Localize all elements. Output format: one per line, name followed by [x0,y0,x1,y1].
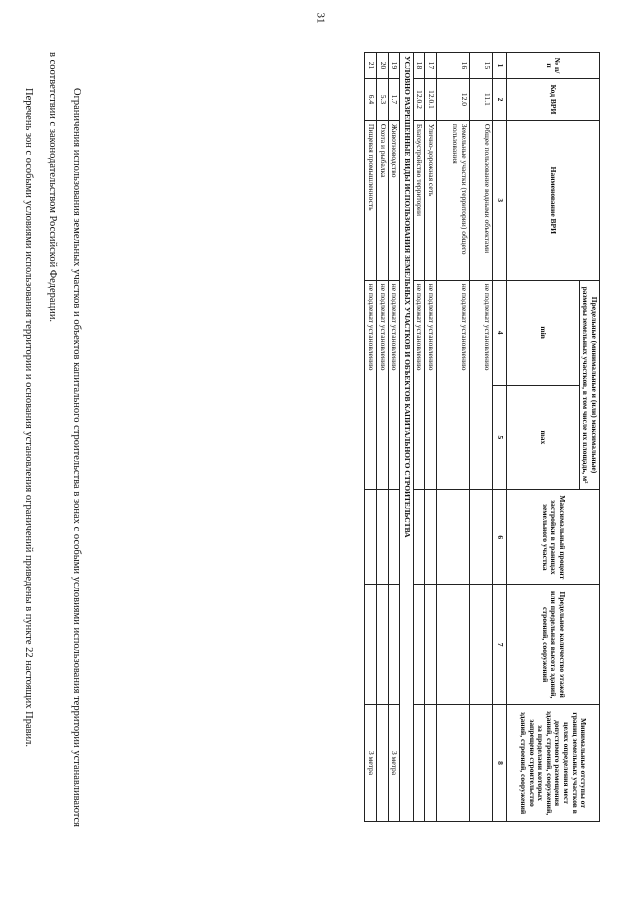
section-title: УСЛОВНО РАЗРЕШЕННЫЕ ВИДЫ ИСПОЛЬЗОВАНИЯ ЗЕМЕЛЬНЫХ УЧАСТКОВ И ОБЪЕКТОВ КАПИТАЛЬНОГО СТРОИТЕЛЬСТВА [400,53,414,822]
row-floors [365,585,377,705]
row-code: 12.0 [437,78,470,120]
row-code: 12.0.2 [413,78,425,120]
col-number: 4 [493,280,507,385]
row-number: 21 [365,53,377,79]
row-percent [377,490,389,585]
col-number: 5 [493,385,507,490]
zoning-table [364,52,600,822]
col-number: 6 [493,490,507,585]
row-offset: 3 метра [365,705,377,822]
header-size: Предельные (минимальные и (или) максимальные) размеры земельных участков, в том числе их площадь, м² [579,280,599,490]
header-number: № п/п [506,53,599,79]
col-number: 1 [493,53,507,79]
text-block [16,52,88,827]
column-numbers-row [493,53,507,822]
row-size: не подлежат установлению [425,280,437,490]
row-size: не подлежат установлению [377,280,389,490]
header-offsets: Минимальные отступы от границ земельных участков в целях определения мест допустимого размещения зданий, строений, сооружений, за пределами которых запрещено строительство зданий, строений, сооружений [506,705,599,822]
paragraph: Ограничения использования земельных участков и объектов капитального строительства в зонах с особыми условиями использования территории устанавливаются в соответствии с законодательством Российской Федерации. [47,52,82,827]
col-number: 2 [493,78,507,120]
row-floors [413,585,425,705]
row-offset [470,705,493,822]
row-name: Земельные участки (территории) общего пользования [437,120,470,280]
row-number: 18 [413,53,425,79]
row-number: 17 [425,53,437,79]
row-name: Пищевая промышленность [365,120,377,280]
header-floors: Предельное количество этажей или предельная высота зданий, строений, сооружений [506,585,599,705]
table-row [377,53,389,822]
row-size: не подлежат установлению [437,280,470,490]
row-offset [425,705,437,822]
page-number: 31 [314,12,326,24]
row-name: Общее пользование водными объектами [470,120,493,280]
row-name: Благоустройство территории [413,120,425,280]
section-title-row [400,53,414,822]
row-percent [413,490,425,585]
row-floors [437,585,470,705]
header-code: Код ВРИ [506,78,599,120]
table-row [365,53,377,822]
row-code: 12.0.1 [425,78,437,120]
row-code: 6.4 [365,78,377,120]
header-max: max [506,385,579,490]
row-offset [437,705,470,822]
table-row [413,53,425,822]
row-offset: 3 метра [388,705,400,822]
col-number: 3 [493,120,507,280]
row-offset [413,705,425,822]
row-code: 5.3 [377,78,389,120]
rotated-page-content [25,44,600,894]
row-floors [388,585,400,705]
col-number: 8 [493,705,507,822]
col-number: 7 [493,585,507,705]
row-number: 20 [377,53,389,79]
row-size: не подлежат установлению [388,280,400,490]
row-size: не подлежат установлению [470,280,493,490]
row-name: Животноводство [388,120,400,280]
row-name: Охота и рыбалка [377,120,389,280]
header-min: min [506,280,579,385]
row-offset [377,705,389,822]
row-size: не подлежат установлению [365,280,377,490]
row-number: 19 [388,53,400,79]
row-percent [425,490,437,585]
row-size: не подлежат установлению [413,280,425,490]
row-percent [470,490,493,585]
row-code: 1.7 [388,78,400,120]
table-row [437,53,470,822]
row-floors [377,585,389,705]
table-row [425,53,437,822]
table-row [388,53,400,822]
row-number: 16 [437,53,470,79]
row-name: Улично-дорожная сеть [425,120,437,280]
row-percent [437,490,470,585]
paragraph: Перечень зон с особыми условиями использования территории и основания установления ограничений приведены в пункте 22 настоящих Правил. [23,88,34,748]
row-floors [425,585,437,705]
row-number: 15 [470,53,493,79]
header-name: Наименование ВРИ [506,120,599,280]
row-percent [365,490,377,585]
row-percent [388,490,400,585]
header-percent: Максимальный процент застройки в границах земельного участка [506,490,599,585]
row-code: 11.1 [470,78,493,120]
row-floors [470,585,493,705]
table-row [470,53,493,822]
